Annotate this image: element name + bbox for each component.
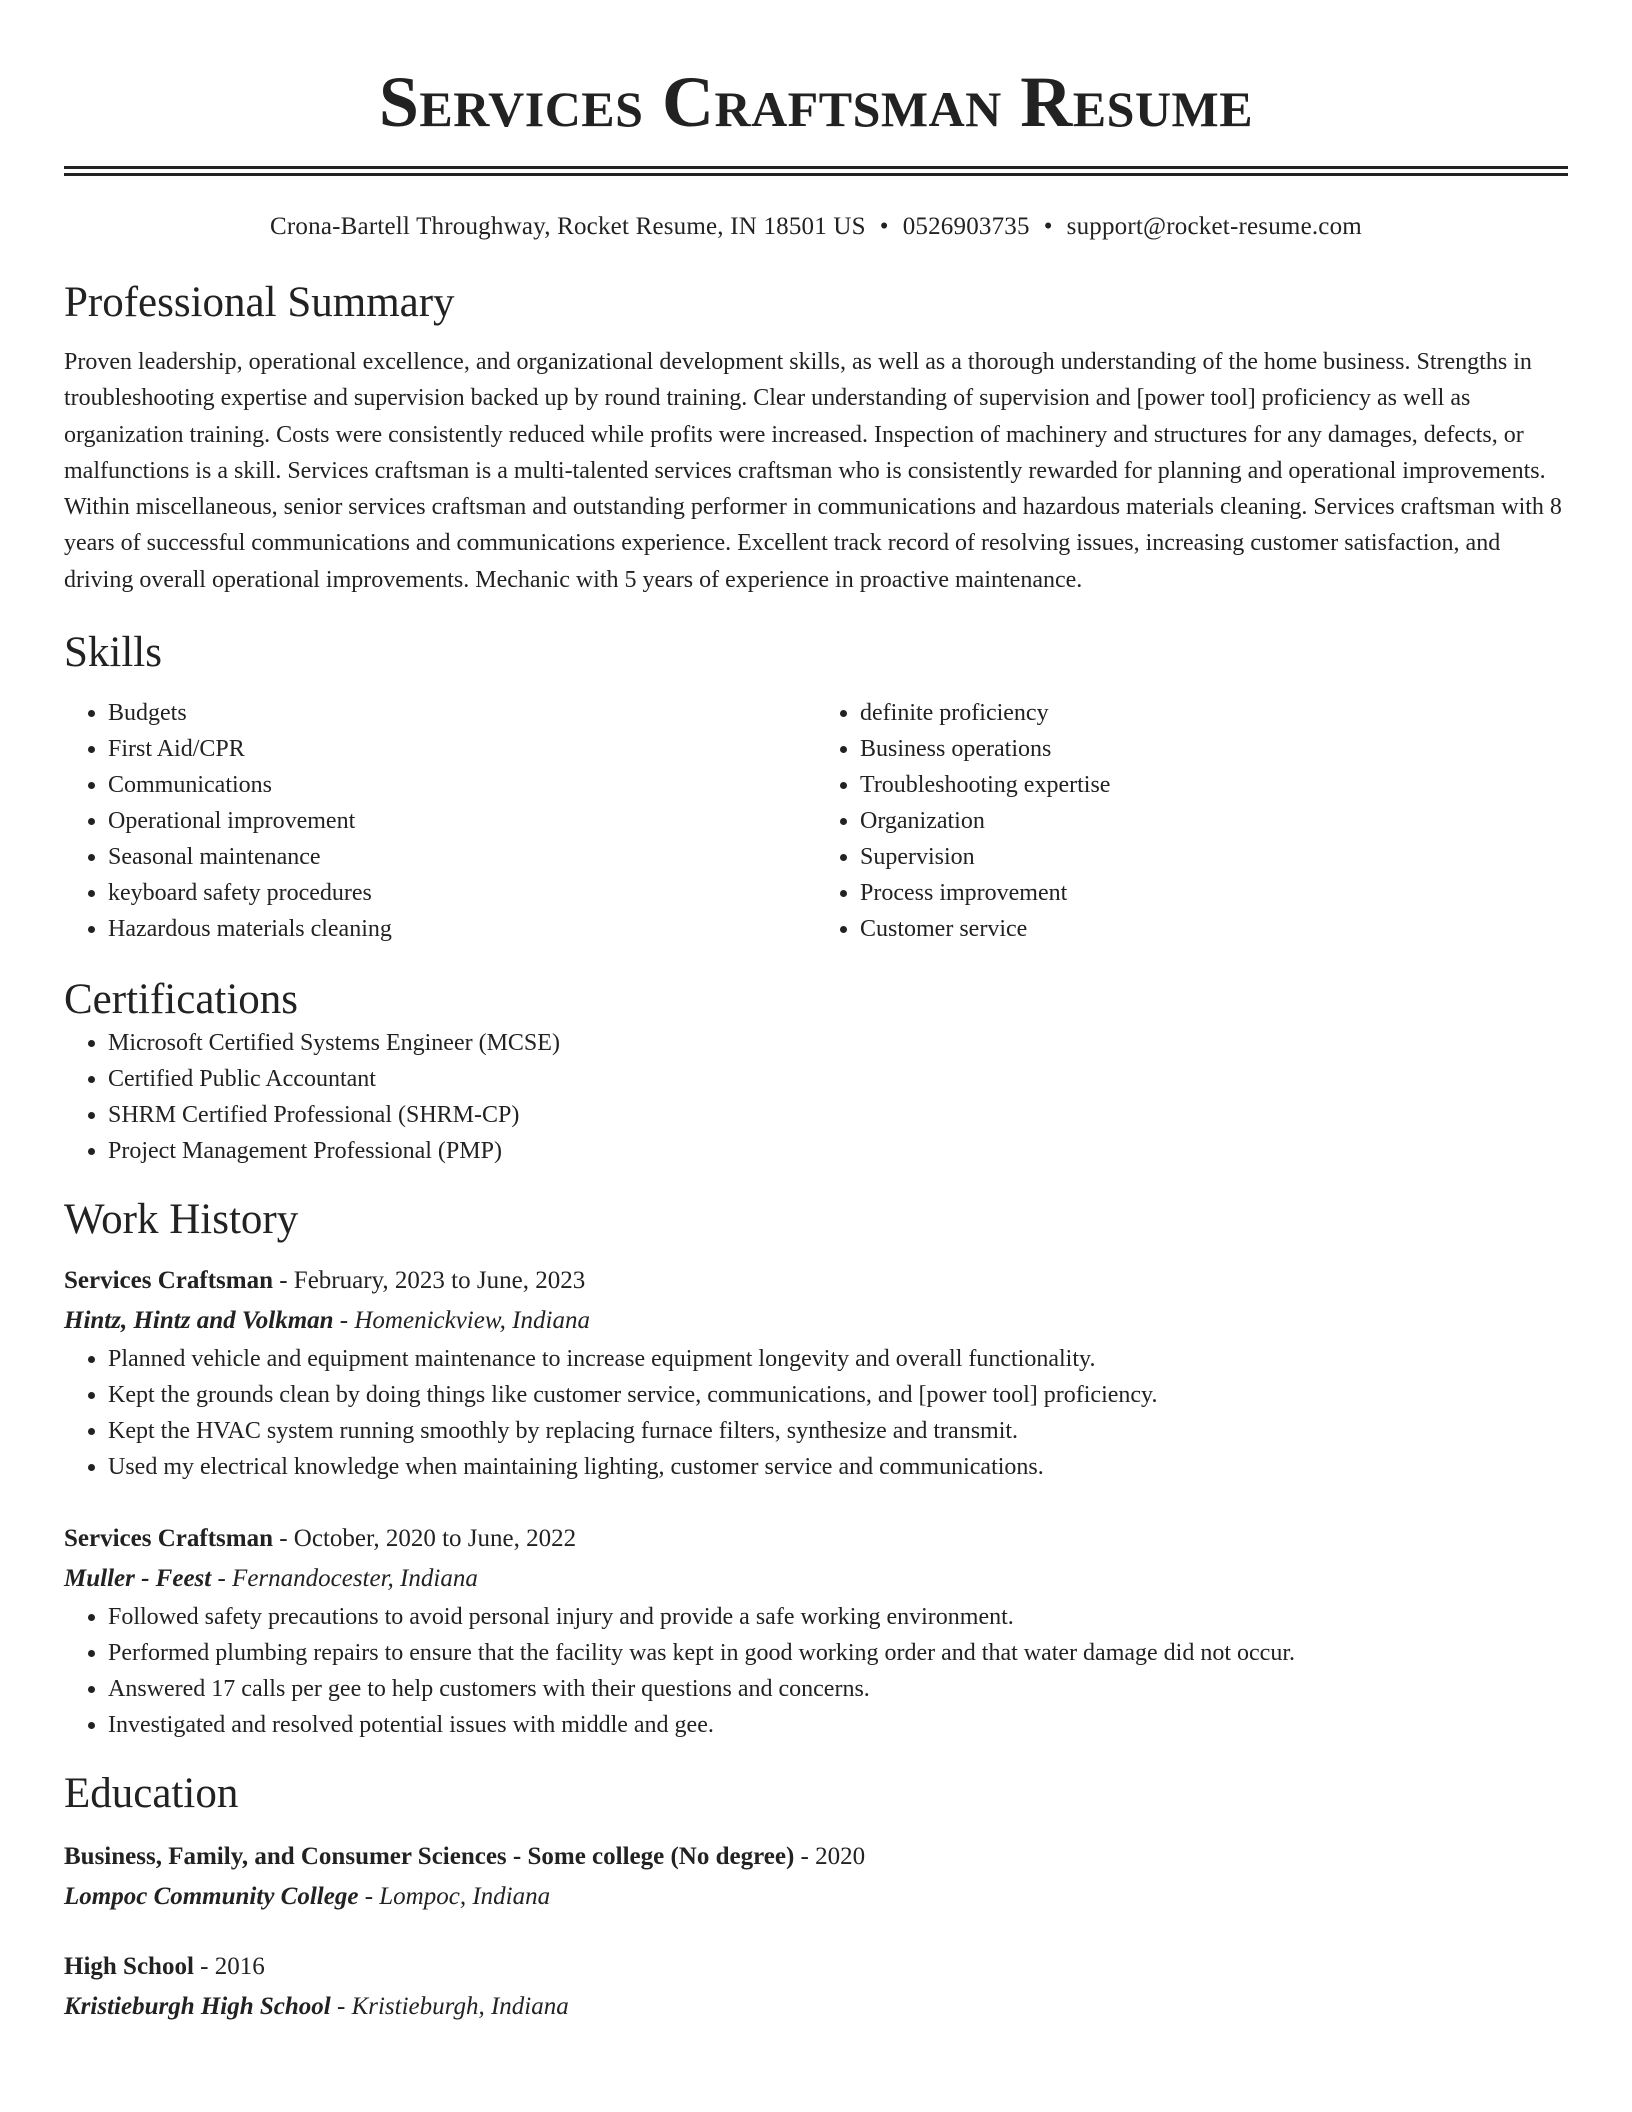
job-duties-list bbox=[64, 1341, 1568, 1485]
job-duty-item: • Planned vehicle and equipment maintenance to increase equipment longevity and overall functionality. bbox=[108, 1341, 1568, 1377]
job-employer bbox=[64, 1301, 1568, 1341]
job-header bbox=[64, 1519, 1568, 1559]
job-title: Services Craftsman bbox=[64, 1525, 273, 1553]
education-location: - Kristieburgh, Indiana bbox=[330, 1993, 569, 2021]
education-header bbox=[64, 1837, 1568, 1877]
skill-item: • Customer service bbox=[860, 911, 1568, 947]
job-dates: - February, 2023 to June, 2023 bbox=[272, 1267, 586, 1295]
education-degree: High School bbox=[64, 1953, 194, 1981]
job-duty-item: • Followed safety precautions to avoid personal injury and provide a safe working environment. bbox=[108, 1599, 1568, 1635]
skills-list-left bbox=[64, 695, 816, 947]
education-header bbox=[64, 1947, 1568, 1987]
skill-item: • Organization bbox=[860, 803, 1568, 839]
certification-item: • SHRM Certified Professional (SHRM-CP) bbox=[108, 1097, 1568, 1133]
skill-item: • Communications bbox=[108, 767, 816, 803]
contact-separator: • bbox=[1043, 213, 1053, 240]
job-location: - Homenickview, Indiana bbox=[333, 1307, 590, 1335]
skill-item: • Supervision bbox=[860, 839, 1568, 875]
certification-item: • Microsoft Certified Systems Engineer (MCSE) bbox=[108, 1025, 1568, 1061]
certifications-list bbox=[64, 1025, 1568, 1169]
education-school: Lompoc Community College bbox=[64, 1883, 359, 1911]
contact-line bbox=[64, 212, 1568, 242]
certification-item: • Project Management Professional (PMP) bbox=[108, 1133, 1568, 1169]
job-title: Services Craftsman bbox=[64, 1267, 273, 1295]
job-duties-list bbox=[64, 1599, 1568, 1743]
education-school-line bbox=[64, 1877, 1568, 1917]
skills-heading: Skills bbox=[64, 629, 162, 677]
resume-title: Services Craftsman Resume bbox=[378, 62, 1254, 142]
certifications-heading: Certifications bbox=[64, 976, 299, 1024]
skill-item: • Process improvement bbox=[860, 875, 1568, 911]
job-duty-item: • Kept the grounds clean by doing things like customer service, communications, and [power tool] proficiency. bbox=[108, 1377, 1568, 1413]
job-header bbox=[64, 1261, 1568, 1301]
contact-separator: • bbox=[879, 213, 889, 240]
certification-item: • Certified Public Accountant bbox=[108, 1061, 1568, 1097]
job-dates: - October, 2020 to June, 2022 bbox=[272, 1525, 577, 1553]
skill-item: • Hazardous materials cleaning bbox=[108, 911, 816, 947]
skill-item: • Seasonal maintenance bbox=[108, 839, 816, 875]
skill-item: • definite proficiency bbox=[860, 695, 1568, 731]
education-year: - 2020 bbox=[794, 1843, 866, 1871]
skills-list-right bbox=[816, 695, 1568, 947]
job-employer bbox=[64, 1559, 1568, 1599]
skill-item: • keyboard safety procedures bbox=[108, 875, 816, 911]
education-school: Kristieburgh High School bbox=[64, 1993, 331, 2021]
work-history-heading: Work History bbox=[64, 1196, 299, 1244]
education-degree: Business, Family, and Consumer Sciences - Some college (No degree) bbox=[64, 1843, 795, 1871]
job-company: Hintz, Hintz and Volkman bbox=[64, 1307, 334, 1335]
skill-item: • Business operations bbox=[860, 731, 1568, 767]
skill-item: • Troubleshooting expertise bbox=[860, 767, 1568, 803]
summary-heading: Professional Summary bbox=[64, 279, 455, 326]
job-duty-item: • Investigated and resolved potential issues with middle and gee. bbox=[108, 1707, 1568, 1743]
job-duty-item: • Kept the HVAC system running smoothly by replacing furnace filters, synthesize and transmit. bbox=[108, 1413, 1568, 1449]
contact-email[interactable]: support@rocket-resume.com bbox=[1066, 213, 1362, 240]
summary-text: Proven leadership, operational excellence, and organizational development skills, as well as a thorough understanding of the home business. Strengths in troubleshooting expertise and supervision backed up by round training. Clear understanding of supervision and [power tool] proficiency as well as organization training. Costs were consistently reduced while profits were increased. Inspection of machinery and structures for any damages, defects, or malfunctions is a skill. Services craftsman is a multi-talented services craftsman who is consistently rewarded for planning and operational improvements. Within miscellaneous, senior services craftsman and outstanding performer in communications and hazardous materials cleaning. Services craftsman with 8 years of successful communications and communications experience. Excellent track record of resolving issues, increasing customer satisfaction, and driving overall operational improvements. Mechanic with 5 years of experience in proactive maintenance. bbox=[64, 349, 1562, 593]
skill-item: • Operational improvement bbox=[108, 803, 816, 839]
education-location: - Lompoc, Indiana bbox=[358, 1883, 551, 1911]
title-double-rule bbox=[64, 166, 1568, 176]
education-heading: Education bbox=[64, 1770, 239, 1818]
contact-phone: 0526903735 bbox=[902, 213, 1030, 240]
job-duty-item: • Used my electrical knowledge when maintaining lighting, customer service and communications. bbox=[108, 1449, 1568, 1485]
job-duty-item: • Performed plumbing repairs to ensure that the facility was kept in good working order and that water damage did not occur. bbox=[108, 1635, 1568, 1671]
education-year: - 2016 bbox=[193, 1953, 265, 1981]
skills-columns bbox=[64, 695, 1568, 947]
job-location: - Fernandocester, Indiana bbox=[211, 1565, 478, 1593]
job-company: Muller - Feest bbox=[64, 1565, 212, 1593]
contact-address: Crona-Bartell Throughway, Rocket Resume, IN 18501 US bbox=[270, 213, 866, 240]
education-school-line bbox=[64, 1987, 1568, 2027]
skill-item: • First Aid/CPR bbox=[108, 731, 816, 767]
job-duty-item: • Answered 17 calls per gee to help customers with their questions and concerns. bbox=[108, 1671, 1568, 1707]
skill-item: • Budgets bbox=[108, 695, 816, 731]
